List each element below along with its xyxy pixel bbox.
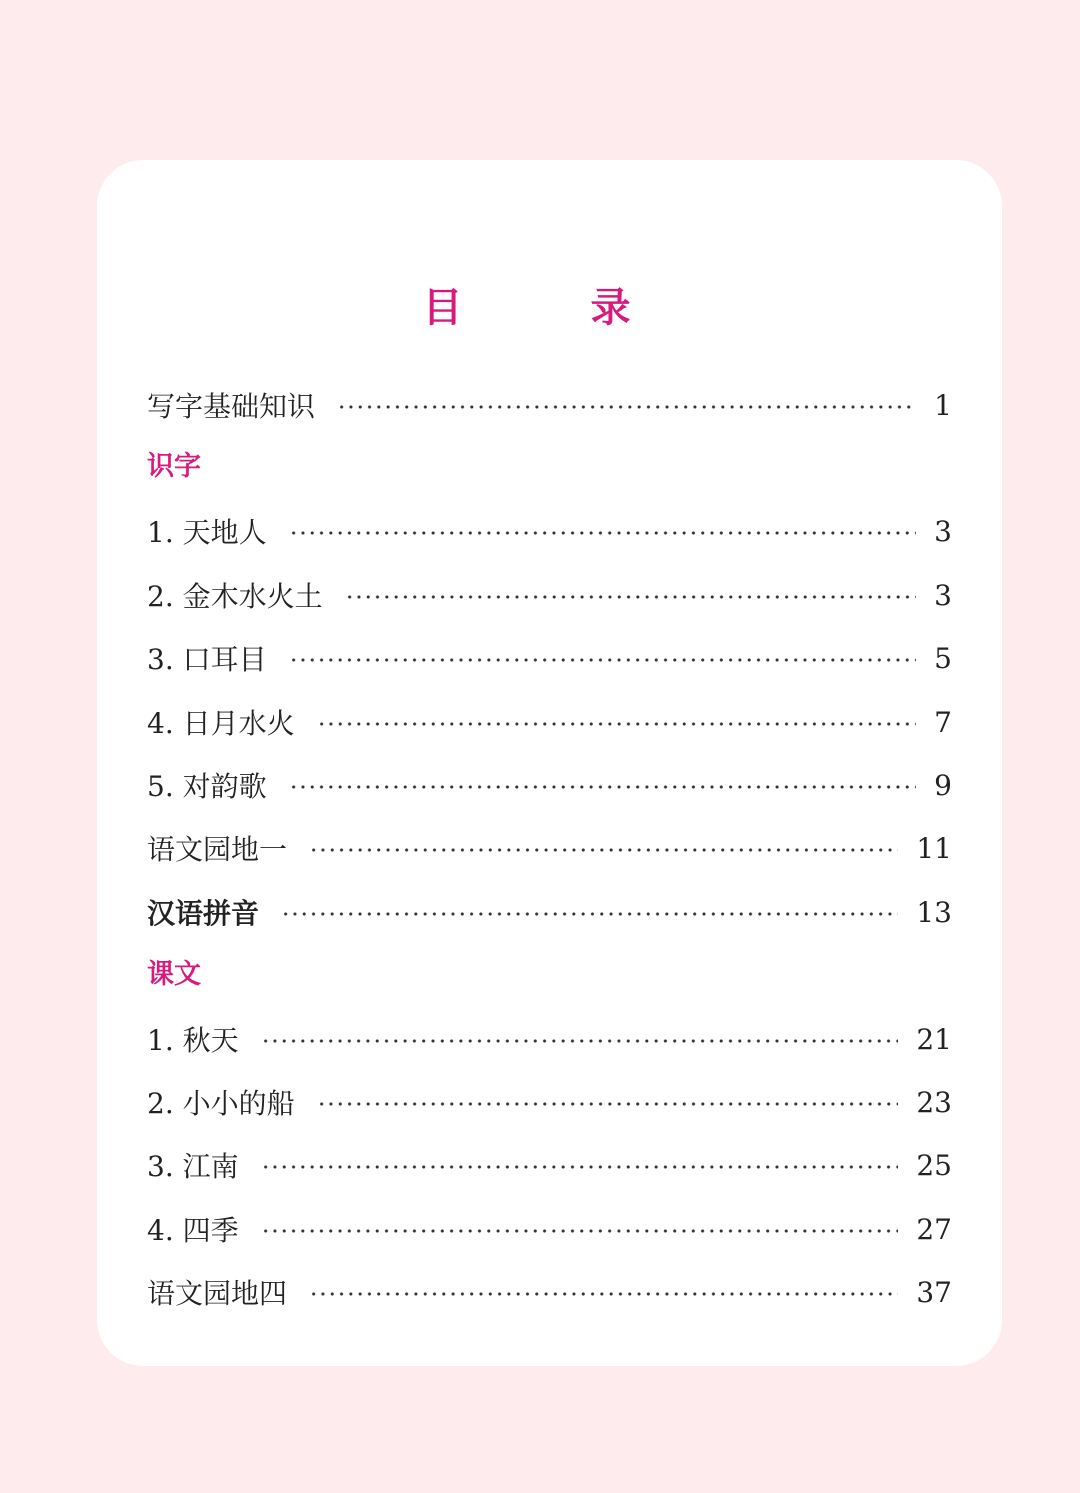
leader-dots bbox=[317, 1102, 899, 1106]
leader-dots bbox=[309, 848, 898, 852]
toc-entry-label: 1. 天地人 bbox=[147, 516, 267, 549]
toc-entry[interactable] bbox=[147, 765, 952, 805]
leader-dots bbox=[345, 595, 917, 599]
toc-entry[interactable] bbox=[147, 892, 952, 932]
leader-dots bbox=[281, 912, 898, 916]
toc-entry[interactable] bbox=[147, 575, 952, 615]
toc-entry[interactable] bbox=[147, 1019, 952, 1059]
toc-entry-label: 2. 小小的船 bbox=[147, 1087, 295, 1120]
toc-entry-label: 1. 秋天 bbox=[147, 1024, 239, 1057]
toc-entry-label: 汉语拼音 bbox=[147, 897, 260, 930]
toc-entry-page: 11 bbox=[916, 831, 952, 865]
leader-dots bbox=[261, 1165, 899, 1169]
leader-dots bbox=[317, 722, 917, 726]
toc-entry-page: 25 bbox=[916, 1148, 952, 1182]
leader-dots bbox=[261, 1039, 899, 1043]
toc-entry[interactable] bbox=[147, 385, 952, 425]
toc-entry-page: 7 bbox=[934, 705, 952, 739]
toc-entry-page: 1 bbox=[934, 388, 952, 422]
page-title: 目 录 bbox=[422, 285, 675, 331]
leader-dots bbox=[289, 785, 917, 789]
toc-entry-label: 4. 四季 bbox=[147, 1214, 239, 1247]
toc-entry-page: 27 bbox=[916, 1212, 952, 1246]
toc-entry[interactable] bbox=[147, 511, 952, 551]
leader-dots bbox=[337, 405, 916, 409]
toc-entry-page: 13 bbox=[916, 895, 952, 929]
leader-dots bbox=[309, 1292, 898, 1296]
toc-entry[interactable] bbox=[147, 1272, 952, 1312]
toc-entry[interactable] bbox=[147, 1145, 952, 1185]
toc-entry-page: 37 bbox=[916, 1275, 952, 1309]
section-heading-texts: 课文 bbox=[147, 959, 201, 990]
toc-entry[interactable] bbox=[147, 702, 952, 742]
toc-entry[interactable] bbox=[147, 1082, 952, 1122]
toc-entry[interactable] bbox=[147, 828, 952, 868]
toc-entry-page: 5 bbox=[934, 641, 952, 675]
toc-entry-page: 21 bbox=[916, 1022, 952, 1056]
toc-entry[interactable] bbox=[147, 1209, 952, 1249]
toc-entry-label: 2. 金木水火土 bbox=[147, 580, 323, 613]
toc-entry-label: 5. 对韵歌 bbox=[147, 770, 267, 803]
toc-entry-page: 3 bbox=[934, 578, 952, 612]
toc-entry-page: 23 bbox=[916, 1085, 952, 1119]
toc-entry-label: 语文园地四 bbox=[147, 1277, 288, 1310]
toc-entry-label: 4. 日月水火 bbox=[147, 707, 295, 740]
toc-entry-label: 写字基础知识 bbox=[147, 390, 316, 423]
content-card bbox=[97, 160, 1002, 1366]
leader-dots bbox=[261, 1229, 899, 1233]
toc-entry-label: 3. 江南 bbox=[147, 1150, 239, 1183]
leader-dots bbox=[289, 531, 917, 535]
leader-dots bbox=[289, 658, 917, 662]
section-heading-literacy: 识字 bbox=[147, 451, 201, 482]
toc-entry-label: 语文园地一 bbox=[147, 833, 288, 866]
toc-entry[interactable] bbox=[147, 638, 952, 678]
toc-entry-page: 9 bbox=[934, 768, 952, 802]
toc-entry-page: 3 bbox=[934, 514, 952, 548]
toc-entry-label: 3. 口耳目 bbox=[147, 643, 267, 676]
